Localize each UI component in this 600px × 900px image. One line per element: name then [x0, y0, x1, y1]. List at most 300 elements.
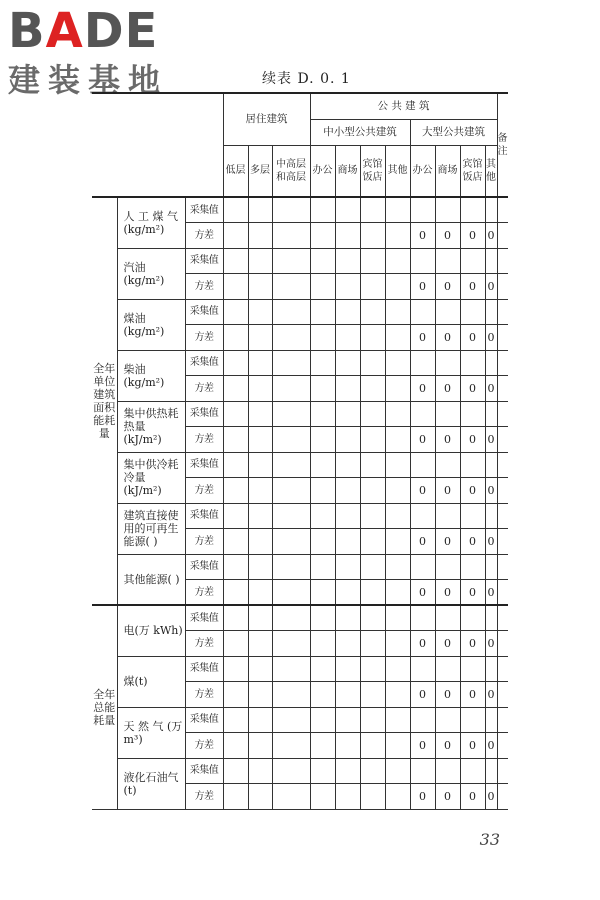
data-cell — [310, 656, 335, 682]
data-cell — [272, 503, 310, 529]
data-cell: 0 — [435, 223, 460, 249]
remark-cell — [497, 478, 508, 504]
data-cell — [385, 682, 410, 708]
data-cell: 0 — [485, 682, 497, 708]
data-cell — [335, 452, 360, 478]
data-cell — [410, 350, 435, 376]
data-cell — [272, 325, 310, 351]
data-cell — [360, 350, 385, 376]
subheader-large-0: 办公 — [410, 145, 435, 197]
data-cell — [410, 299, 435, 325]
data-cell — [360, 299, 385, 325]
remark-cell — [497, 248, 508, 274]
row-type-label: 方差 — [185, 631, 223, 657]
data-cell — [272, 376, 310, 402]
item-label: 柴油(kg/m²) — [117, 350, 185, 401]
data-cell — [248, 223, 272, 249]
row-type-label: 采集值 — [185, 452, 223, 478]
data-cell — [310, 401, 335, 427]
data-cell — [360, 733, 385, 759]
data-cell — [310, 427, 335, 453]
data-cell — [435, 503, 460, 529]
data-cell: 0 — [410, 733, 435, 759]
row-type-label: 采集值 — [185, 401, 223, 427]
data-cell — [248, 529, 272, 555]
data-cell — [385, 656, 410, 682]
data-cell — [385, 427, 410, 453]
data-cell: 0 — [410, 376, 435, 402]
item-label: 煤(t) — [117, 656, 185, 707]
data-cell — [335, 784, 360, 810]
data-cell — [272, 682, 310, 708]
subheader-pub-2: 宾馆饭店 — [360, 145, 385, 197]
remark-cell — [497, 580, 508, 606]
data-cell — [223, 452, 248, 478]
data-cell — [223, 580, 248, 606]
data-cell — [248, 376, 272, 402]
data-cell — [223, 733, 248, 759]
data-cell: 0 — [485, 274, 497, 300]
header-residential: 居住建筑 — [223, 93, 310, 145]
data-cell — [460, 758, 485, 784]
data-cell — [360, 248, 385, 274]
data-cell — [410, 605, 435, 631]
row-type-label: 采集值 — [185, 758, 223, 784]
data-cell — [460, 554, 485, 580]
data-cell — [485, 197, 497, 223]
data-cell — [248, 325, 272, 351]
data-cell — [410, 707, 435, 733]
row-type-label: 方差 — [185, 427, 223, 453]
data-cell — [310, 376, 335, 402]
data-cell — [335, 299, 360, 325]
data-cell — [460, 452, 485, 478]
remark-cell — [497, 707, 508, 733]
logo — [8, 3, 178, 99]
data-cell — [335, 580, 360, 606]
data-cell: 0 — [410, 580, 435, 606]
row-type-label: 方差 — [185, 478, 223, 504]
data-cell — [335, 605, 360, 631]
remark-cell — [497, 631, 508, 657]
row-type-label: 采集值 — [185, 299, 223, 325]
remark-cell — [497, 503, 508, 529]
remark-cell — [497, 758, 508, 784]
data-cell: 0 — [435, 325, 460, 351]
data-cell — [223, 784, 248, 810]
data-cell — [310, 299, 335, 325]
data-cell — [310, 452, 335, 478]
data-cell: 0 — [460, 733, 485, 759]
data-cell — [248, 605, 272, 631]
data-cell — [272, 478, 310, 504]
data-cell — [335, 325, 360, 351]
data-cell — [435, 350, 460, 376]
row-type-label: 采集值 — [185, 503, 223, 529]
data-cell — [385, 478, 410, 504]
data-cell — [310, 223, 335, 249]
data-cell — [310, 733, 335, 759]
remark-cell — [497, 274, 508, 300]
row-type-label: 方差 — [185, 274, 223, 300]
data-cell — [272, 656, 310, 682]
subheader-large-1: 商场 — [435, 145, 460, 197]
row-type-label: 采集值 — [185, 707, 223, 733]
data-cell — [223, 503, 248, 529]
data-cell — [223, 248, 248, 274]
data-cell: 0 — [435, 478, 460, 504]
row-type-label: 采集值 — [185, 554, 223, 580]
data-cell — [335, 478, 360, 504]
data-cell — [385, 605, 410, 631]
data-cell — [335, 274, 360, 300]
data-cell: 0 — [410, 325, 435, 351]
data-cell — [310, 580, 335, 606]
data-cell: 0 — [485, 733, 497, 759]
data-cell: 0 — [485, 325, 497, 351]
data-cell — [385, 707, 410, 733]
data-cell — [335, 656, 360, 682]
data-cell: 0 — [485, 631, 497, 657]
data-cell — [360, 503, 385, 529]
data-cell — [410, 452, 435, 478]
data-cell — [223, 223, 248, 249]
data-cell — [248, 299, 272, 325]
data-cell: 0 — [435, 427, 460, 453]
remark-cell — [497, 197, 508, 223]
subheader-pub-1: 商场 — [335, 145, 360, 197]
data-cell — [310, 197, 335, 223]
data-cell — [410, 554, 435, 580]
data-cell — [460, 350, 485, 376]
remark-cell — [497, 784, 508, 810]
row-type-label: 方差 — [185, 784, 223, 810]
data-cell — [310, 478, 335, 504]
data-cell — [360, 478, 385, 504]
remark-cell — [497, 733, 508, 759]
data-cell — [335, 427, 360, 453]
data-cell — [385, 401, 410, 427]
page-number: 33 — [479, 830, 500, 849]
data-cell — [485, 401, 497, 427]
data-cell: 0 — [435, 376, 460, 402]
data-cell — [360, 376, 385, 402]
data-cell — [385, 529, 410, 555]
data-cell — [248, 656, 272, 682]
row-type-label: 方差 — [185, 223, 223, 249]
data-cell — [272, 554, 310, 580]
remark-cell — [497, 427, 508, 453]
remark-cell — [497, 325, 508, 351]
data-cell: 0 — [435, 733, 460, 759]
data-cell — [272, 605, 310, 631]
subheader-large-2: 宾馆饭店 — [460, 145, 485, 197]
item-label: 集中供热耗热量 (kJ/m²) — [117, 401, 185, 452]
data-cell — [248, 707, 272, 733]
data-cell — [435, 605, 460, 631]
data-cell — [310, 325, 335, 351]
data-cell — [272, 197, 310, 223]
data-cell — [435, 656, 460, 682]
data-cell: 0 — [435, 529, 460, 555]
data-cell: 0 — [410, 784, 435, 810]
data-cell — [385, 733, 410, 759]
data-cell — [310, 274, 335, 300]
data-cell — [435, 197, 460, 223]
remark-cell — [497, 682, 508, 708]
data-cell: 0 — [410, 478, 435, 504]
data-cell — [248, 631, 272, 657]
row-type-label: 方差 — [185, 325, 223, 351]
data-cell — [248, 503, 272, 529]
data-cell — [310, 554, 335, 580]
data-cell — [223, 758, 248, 784]
item-label: 建筑直接使用的可再生能源( ) — [117, 503, 185, 554]
data-cell — [360, 580, 385, 606]
data-cell — [310, 605, 335, 631]
data-cell — [335, 248, 360, 274]
header-small-medium: 中小型公共建筑 — [310, 119, 410, 145]
data-cell — [272, 452, 310, 478]
data-cell — [272, 274, 310, 300]
data-cell — [310, 248, 335, 274]
data-cell — [460, 401, 485, 427]
data-cell — [335, 503, 360, 529]
data-cell: 0 — [485, 478, 497, 504]
data-cell — [272, 350, 310, 376]
data-cell — [223, 350, 248, 376]
data-cell — [248, 478, 272, 504]
data-cell: 0 — [435, 580, 460, 606]
item-label: 煤油(kg/m²) — [117, 299, 185, 350]
data-cell — [485, 503, 497, 529]
data-cell: 0 — [485, 580, 497, 606]
data-cell — [360, 758, 385, 784]
data-cell — [385, 197, 410, 223]
data-cell — [385, 784, 410, 810]
data-cell — [223, 682, 248, 708]
item-label: 其他能源( ) — [117, 554, 185, 605]
row-type-label: 采集值 — [185, 605, 223, 631]
data-cell — [335, 401, 360, 427]
data-cell — [410, 248, 435, 274]
remark-cell — [497, 350, 508, 376]
data-cell — [360, 401, 385, 427]
data-cell: 0 — [460, 274, 485, 300]
data-cell: 0 — [435, 274, 460, 300]
data-cell — [485, 605, 497, 631]
row-type-label: 采集值 — [185, 656, 223, 682]
data-cell — [272, 401, 310, 427]
data-cell — [385, 248, 410, 274]
data-cell — [248, 554, 272, 580]
header-large: 大型公共建筑 — [410, 119, 497, 145]
data-cell — [272, 580, 310, 606]
data-cell — [360, 452, 385, 478]
data-cell — [335, 682, 360, 708]
logo-wordmark: BADE — [8, 3, 159, 59]
data-cell: 0 — [460, 478, 485, 504]
data-cell — [410, 656, 435, 682]
row-type-label: 方差 — [185, 682, 223, 708]
data-cell — [272, 733, 310, 759]
data-cell — [335, 758, 360, 784]
logo-subtitle: 建装基地 — [8, 61, 169, 99]
data-cell — [385, 580, 410, 606]
row-type-label: 方差 — [185, 580, 223, 606]
data-cell — [310, 758, 335, 784]
remark-cell — [497, 529, 508, 555]
data-cell — [248, 350, 272, 376]
row-type-label: 采集值 — [185, 248, 223, 274]
data-cell — [248, 248, 272, 274]
data-cell — [410, 197, 435, 223]
data-cell — [485, 656, 497, 682]
row-type-label: 方差 — [185, 529, 223, 555]
table-title: 续表 D. 0. 1 — [262, 71, 351, 87]
data-cell: 0 — [485, 427, 497, 453]
data-cell — [335, 631, 360, 657]
data-cell — [272, 299, 310, 325]
data-cell — [485, 452, 497, 478]
data-cell — [335, 554, 360, 580]
data-cell — [385, 452, 410, 478]
data-cell — [485, 248, 497, 274]
item-label: 集中供冷耗冷量 (kJ/m²) — [117, 452, 185, 503]
item-label: 电(万 kWh) — [117, 605, 185, 656]
data-cell — [310, 682, 335, 708]
data-cell — [360, 197, 385, 223]
subheader-pub-0: 办公 — [310, 145, 335, 197]
data-cell — [435, 401, 460, 427]
data-cell — [435, 248, 460, 274]
remark-cell — [497, 452, 508, 478]
data-cell — [223, 529, 248, 555]
data-cell: 0 — [435, 682, 460, 708]
remark-cell — [497, 299, 508, 325]
data-cell: 0 — [460, 325, 485, 351]
data-cell: 0 — [410, 631, 435, 657]
data-cell — [360, 325, 385, 351]
data-cell — [385, 376, 410, 402]
remark-cell — [497, 223, 508, 249]
data-cell — [385, 223, 410, 249]
remark-cell — [497, 376, 508, 402]
data-cell — [460, 503, 485, 529]
row-type-label: 采集值 — [185, 197, 223, 223]
data-cell — [385, 758, 410, 784]
item-label: 天 然 气 (万 m³) — [117, 707, 185, 758]
data-cell: 0 — [410, 427, 435, 453]
data-cell — [360, 223, 385, 249]
data-cell — [460, 197, 485, 223]
data-cell — [360, 427, 385, 453]
data-cell: 0 — [435, 631, 460, 657]
item-label: 人 工 煤 气 (kg/m²) — [117, 197, 185, 248]
data-cell: 0 — [460, 784, 485, 810]
data-cell — [223, 478, 248, 504]
header-blank — [92, 93, 223, 197]
data-cell — [272, 223, 310, 249]
data-cell — [310, 503, 335, 529]
data-cell — [385, 299, 410, 325]
data-cell: 0 — [460, 223, 485, 249]
data-cell — [385, 274, 410, 300]
data-cell — [360, 784, 385, 810]
data-cell — [460, 248, 485, 274]
data-cell — [223, 427, 248, 453]
data-cell — [360, 274, 385, 300]
data-cell — [360, 631, 385, 657]
data-cell — [460, 656, 485, 682]
subheader-large-3: 其他 — [485, 145, 497, 197]
data-cell — [310, 707, 335, 733]
data-cell — [385, 503, 410, 529]
row-type-label: 采集值 — [185, 350, 223, 376]
data-cell — [248, 784, 272, 810]
data-cell — [310, 631, 335, 657]
data-cell — [223, 274, 248, 300]
header-public: 公 共 建 筑 — [310, 93, 497, 119]
data-cell — [485, 350, 497, 376]
data-cell: 0 — [460, 529, 485, 555]
data-cell — [223, 656, 248, 682]
data-cell — [385, 325, 410, 351]
data-cell — [248, 274, 272, 300]
data-cell — [310, 350, 335, 376]
data-cell: 0 — [410, 682, 435, 708]
energy-consumption-table — [92, 92, 508, 810]
data-cell: 0 — [460, 682, 485, 708]
data-cell — [248, 452, 272, 478]
data-cell — [360, 707, 385, 733]
data-cell — [485, 758, 497, 784]
data-cell — [435, 554, 460, 580]
data-cell — [248, 733, 272, 759]
data-cell — [223, 554, 248, 580]
data-cell — [223, 631, 248, 657]
item-label: 汽油(kg/m²) — [117, 248, 185, 299]
data-cell: 0 — [485, 529, 497, 555]
data-cell — [310, 784, 335, 810]
data-cell — [223, 707, 248, 733]
data-cell — [248, 682, 272, 708]
data-cell — [435, 707, 460, 733]
data-cell — [385, 554, 410, 580]
remark-cell — [497, 401, 508, 427]
data-cell — [223, 605, 248, 631]
data-cell — [272, 758, 310, 784]
data-cell — [248, 758, 272, 784]
data-cell — [310, 529, 335, 555]
data-cell — [360, 682, 385, 708]
data-cell — [248, 197, 272, 223]
row-type-label: 方差 — [185, 376, 223, 402]
data-cell: 0 — [410, 529, 435, 555]
data-cell — [335, 350, 360, 376]
item-label: 液化石油气 (t) — [117, 758, 185, 809]
group-label-1: 全年总能耗量 — [92, 605, 117, 809]
remark-cell — [497, 554, 508, 580]
data-cell: 0 — [410, 223, 435, 249]
subheader-res-1: 多层 — [248, 145, 272, 197]
data-cell — [335, 197, 360, 223]
data-cell — [272, 529, 310, 555]
data-cell — [485, 707, 497, 733]
subheader-pub-3: 其他 — [385, 145, 410, 197]
data-cell — [460, 299, 485, 325]
subheader-res-2: 中高层和高层 — [272, 145, 310, 197]
